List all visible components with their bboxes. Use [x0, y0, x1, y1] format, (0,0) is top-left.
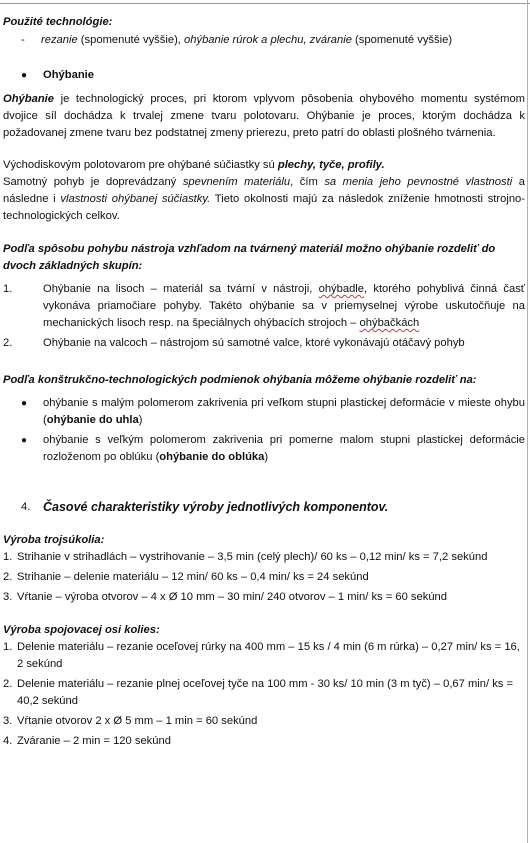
- list-number: 1.: [3, 551, 13, 563]
- nasledne-text: a následne i: [3, 176, 525, 205]
- tech-item-note-2: (spomenuté vyššie): [351, 34, 453, 46]
- polotovar-types: plechy, tyče, profily.: [277, 159, 385, 171]
- tech-item-ohybanie: ohýbanie rúrok a plechu, zváranie: [184, 34, 352, 46]
- ohybanie-paragraph-2b: [3, 174, 525, 225]
- spojovacia-step-text: Zváranie – 2 min = 120 sekúnd: [17, 735, 171, 747]
- list-number: 4.: [3, 735, 13, 747]
- section-number: 4.: [21, 501, 31, 513]
- spojovacia-item: [3, 733, 525, 750]
- ohybadle-text: ohýbadle: [318, 283, 365, 295]
- spojovacia-step-text: Vŕtanie otvorov 2 x Ø 5 mm – 1 min = 60 sekúnd: [17, 715, 258, 727]
- bullet-icon: ●: [21, 70, 28, 81]
- spojovacia-item: [3, 676, 525, 710]
- paren-close: ): [264, 451, 269, 463]
- pohyb-text: Samotný pohyb je doprevádzaný: [3, 176, 183, 188]
- spojovacia-item: [3, 713, 525, 730]
- spojovacia-item: [3, 639, 525, 673]
- vlastnosti-text: vlastnosti ohýbanej súčiastky.: [60, 193, 211, 205]
- polotovar-text: Východiskovým polotovarom pre ohýbané súčiastky sú: [3, 159, 278, 171]
- list-number: 1.: [3, 283, 13, 295]
- trojsukolie-step-text: Strihanie v strihadlách – vystrihovanie – 3,5 min (celý plech)/ 60 ks – 0,12 min/ ks = 7,2 sekúnd: [17, 551, 488, 563]
- pevnostne-text: sa menia jeho pevnostné vlastnosti: [324, 176, 513, 188]
- list-number: 2.: [3, 678, 13, 690]
- list-number: 1.: [3, 641, 13, 653]
- lisy-text-2: , ktorého pohyblivá činná časť vykonáva priamočiare pohyby. Takéto ohýbanie sa v priemyselnej výrobe uskutočňuje na mechanických lisoch resp. na špeciálnych ohýbacích strojoch –: [43, 283, 525, 329]
- spevnenie-text: spevnením materiálu: [182, 176, 291, 188]
- ohybanie-heading: Ohýbanie: [43, 69, 94, 81]
- casove-heading-row: [3, 499, 525, 516]
- oblúk-term: ohýbanie do oblúka: [159, 451, 265, 463]
- lisy-text: Ohýbanie na lisoch – materiál sa tvární v nástroji,: [43, 283, 319, 295]
- spojovacia-heading: Výroba spojovacej osi kolies:: [3, 624, 160, 636]
- spojovacia-step-text: Delenie materiálu – rezanie oceľovej rúrky na 400 mm – 15 ks / 4 min (6 m rúrka) – 0,27 min/ ks = 16, 2 sekúnd: [17, 641, 520, 670]
- bullet-icon: ●: [21, 435, 28, 446]
- bullet-icon: ●: [21, 398, 28, 409]
- tech-item-note: (spomenuté vyššie),: [77, 34, 185, 46]
- pohyb-heading: Podľa spôsobu pohybu nástroja vzhľadom na tvárnený materiál možno ohýbanie rozdeliť do dvoch základných skupín:: [3, 243, 496, 272]
- spojovacia-step-text: Delenie materiálu – rezanie plnej oceľovej tyče na 100 mm - 30 ks/ 10 min (3 m tyč) – 0,67 min/ ks = 40,2 sekúnd: [17, 678, 514, 707]
- ohybanie-paragraph-2a: [3, 157, 525, 174]
- document-body: [3, 14, 525, 750]
- page-top-border: [0, 3, 530, 4]
- tech-list-item: [3, 32, 525, 49]
- list-number: 2.: [3, 571, 13, 583]
- ohybanie-heading-row: [3, 67, 525, 84]
- pohyb-list-item: [3, 281, 525, 332]
- trojsukolie-item: [3, 569, 525, 586]
- konstr-list-item: [3, 432, 525, 466]
- ohybanie-paragraph-1: [3, 91, 525, 142]
- casove-heading: Časové charakteristiky výroby jednotlivých komponentov.: [43, 500, 389, 514]
- page-right-border: [527, 0, 528, 843]
- ohybanie-definition: je technologický proces, pri ktorom vplyvom pôsobenia ohybového momentu systémom dvojice síl dochádza k trvalej zmene tvaru polotovaru. Ohýbanie je proces, ktorým dochádza k požadovanej zmene tvaru bez podstatnej zmeny prierezu, preto patrí do oblasti plošného tvárnenia.: [3, 93, 525, 139]
- trojsukolie-step-text: Vŕtanie – výroba otvorov – 4 x Ø 10 mm – 30 min/ 240 otvorov – 1 min/ ks = 60 sekúnd: [17, 591, 448, 603]
- konstr-heading: Podľa konštrukčno-technologických podmienok ohýbania môžeme ohýbanie rozdeliť na:: [3, 374, 477, 386]
- valce-text: Ohýbanie na valcoch – nástrojom sú samotné valce, ktoré vykonávajú otáčavý pohyb: [43, 337, 465, 349]
- dash-bullet: -: [21, 34, 25, 46]
- trojsukolie-heading: Výroba trojsúkolia:: [3, 534, 105, 546]
- list-number: 3.: [3, 715, 13, 727]
- cim-text: , čím: [290, 176, 325, 188]
- trojsukolie-step-text: Strihanie – delenie materiálu – 12 min/ 60 ks – 0,4 min/ ks = 24 sekúnd: [17, 571, 369, 583]
- tech-item-rezanie: rezanie: [41, 34, 78, 46]
- ohybacky-text: ohýbačkách: [359, 317, 420, 329]
- uhol-text: ohýbanie s malým polomerom zakrivenia pri veľkom stupni plastickej deformácie v mieste ohybu (: [43, 397, 525, 426]
- pohyb-list-item: [3, 335, 525, 352]
- tech-heading: Použité technológie:: [3, 16, 113, 28]
- konstr-list-item: [3, 395, 525, 429]
- list-number: 2.: [3, 337, 13, 349]
- trojsukolie-item: [3, 589, 525, 606]
- nasledok-text: Tieto okolnosti majú za následok zníženie hmotnosti strojno-technologických celkov.: [3, 193, 525, 222]
- list-number: 3.: [3, 591, 13, 603]
- uhol-term: ohýbanie do uhla: [46, 414, 139, 426]
- oblúk-text: ohýbanie s veľkým polomerom zakrivenia pri pomerne malom stupni plastickej deformácie rozloženom po oblúku (: [43, 434, 525, 463]
- trojsukolie-item: [3, 549, 525, 566]
- ohybanie-term: Ohýbanie: [3, 93, 54, 105]
- paren-close: ): [138, 414, 143, 426]
